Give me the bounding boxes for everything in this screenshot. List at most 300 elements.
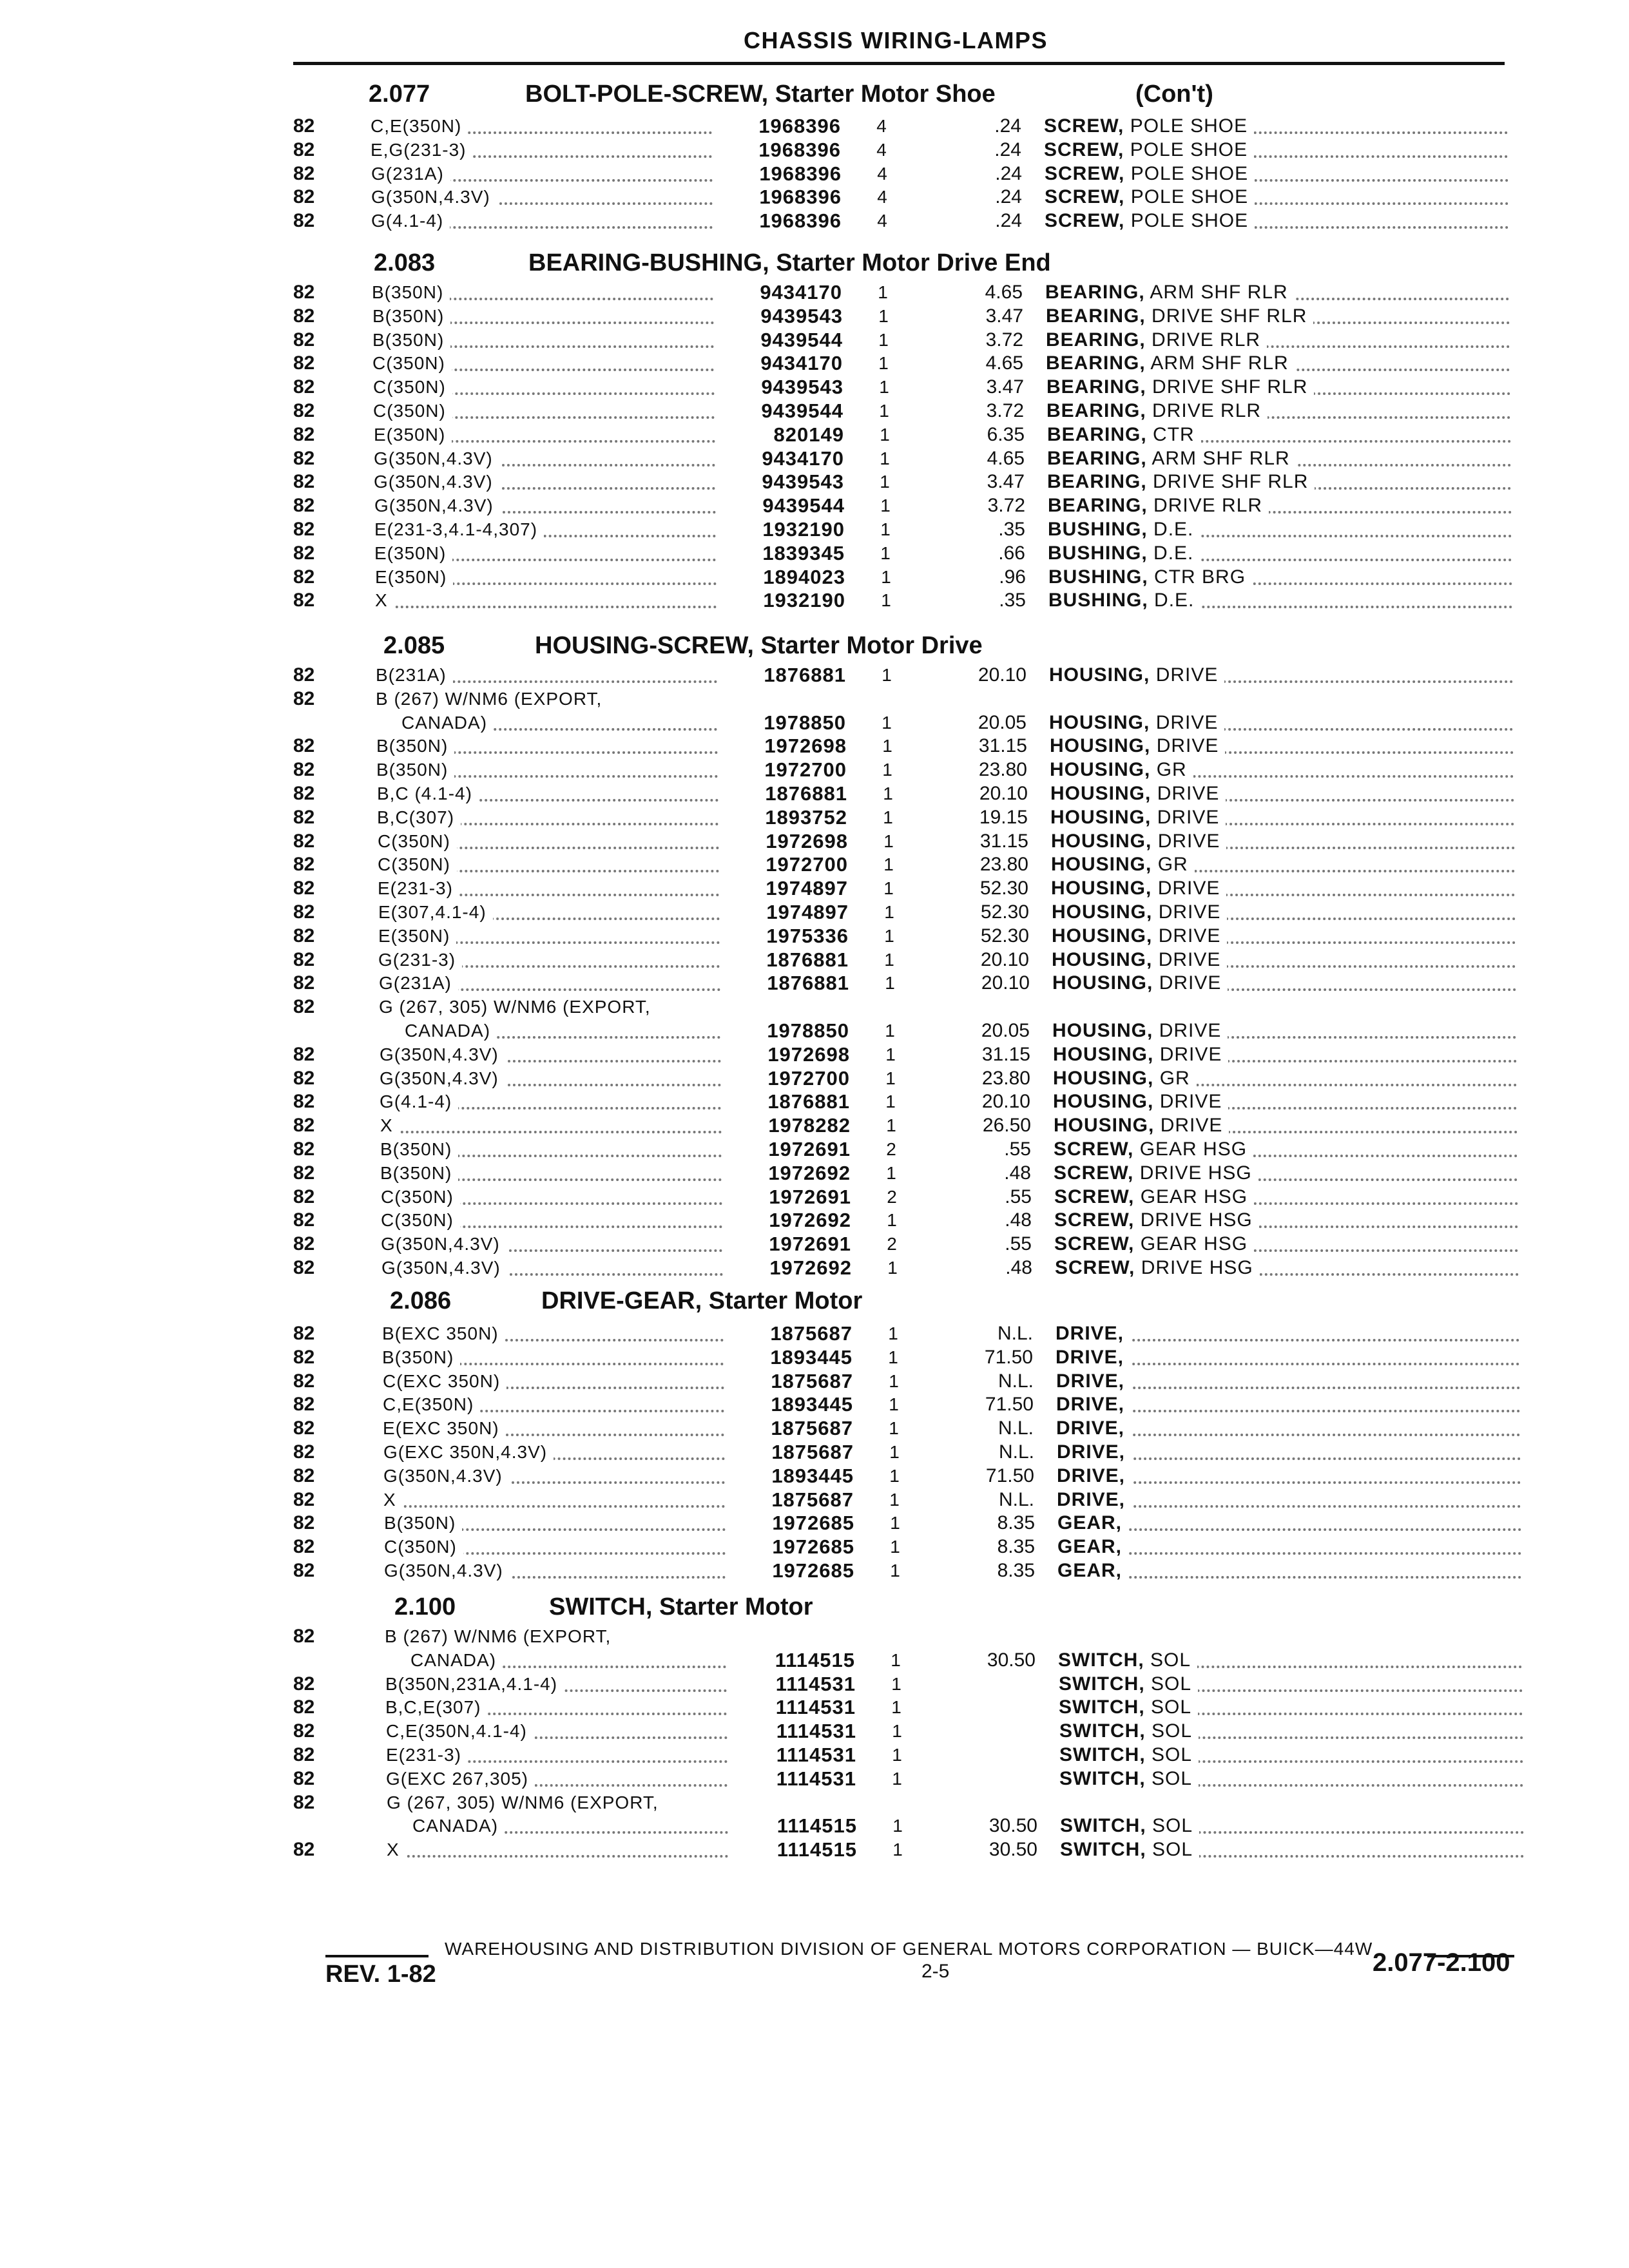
model-year: 82 xyxy=(293,1346,315,1368)
description-text xyxy=(1059,1768,1199,1789)
model-year: 82 xyxy=(293,1043,315,1065)
application xyxy=(372,327,714,353)
model-year: 82 xyxy=(293,423,315,445)
description-noun: SCREW, xyxy=(1044,139,1124,160)
part-number: 9439544 xyxy=(760,328,843,351)
application-text: C(350N) xyxy=(373,377,452,397)
description xyxy=(1056,1369,1520,1394)
model-year: 82 xyxy=(293,1441,315,1463)
description-cell xyxy=(1057,1558,1521,1584)
table-row xyxy=(0,374,1629,400)
application-cell xyxy=(378,899,720,925)
description-text xyxy=(1048,519,1200,540)
application: B (267) W/NM6 (EXPORT, xyxy=(385,1626,612,1646)
quantity: 1 xyxy=(891,1673,901,1694)
part-number: 1114531 xyxy=(775,1696,856,1719)
table-row xyxy=(0,805,1629,831)
quantity: 4 xyxy=(876,139,887,160)
application-text: G(350N,4.3V) xyxy=(371,187,497,207)
quantity: 1 xyxy=(889,1465,900,1486)
description-detail: D.E. xyxy=(1147,542,1194,564)
description-text xyxy=(1054,1209,1259,1231)
description-detail: D.E. xyxy=(1147,519,1194,540)
description-cell xyxy=(1058,1648,1522,1673)
price: 3.47 xyxy=(987,471,1025,493)
description-detail: GR xyxy=(1153,1067,1190,1089)
application xyxy=(384,1534,726,1560)
description-noun: SCREW, xyxy=(1045,186,1125,208)
description-detail: DRIVE HSG xyxy=(1135,1257,1253,1278)
application-text: C(350N) xyxy=(372,353,452,373)
quantity: 1 xyxy=(878,282,888,302)
section-number: 2.077 xyxy=(369,81,430,108)
description-cell xyxy=(1056,1369,1520,1394)
application-text: CANADA) xyxy=(412,1816,505,1836)
price: 30.50 xyxy=(988,1815,1037,1837)
description xyxy=(1053,1066,1517,1091)
quantity: 1 xyxy=(879,377,889,398)
description-cell xyxy=(1052,899,1516,925)
table-row xyxy=(0,469,1629,495)
application xyxy=(378,923,720,949)
application-text: C(350N) xyxy=(381,1210,460,1230)
part-number: 1875687 xyxy=(771,1488,854,1511)
application-cell xyxy=(374,541,716,566)
description-text xyxy=(1057,1560,1128,1581)
description-detail: POLE SHOE xyxy=(1124,186,1249,208)
description-cell xyxy=(1054,1137,1518,1162)
description-detail: SOL xyxy=(1144,1696,1192,1718)
table-row xyxy=(0,1184,1629,1210)
description-detail: POLE SHOE xyxy=(1124,162,1249,184)
part-number: 1968396 xyxy=(758,138,841,161)
table-row xyxy=(0,422,1629,448)
table-row xyxy=(0,1439,1629,1465)
description-text xyxy=(1045,186,1255,207)
application xyxy=(383,1463,725,1489)
model-year: 82 xyxy=(293,1465,315,1486)
description-detail: SOL xyxy=(1146,1839,1193,1861)
table-row xyxy=(0,1718,1629,1744)
description-text xyxy=(1053,1068,1197,1089)
price: .96 xyxy=(999,566,1026,588)
quantity: 1 xyxy=(885,1091,896,1112)
table-row xyxy=(0,899,1629,925)
model-year: 82 xyxy=(293,1791,315,1813)
quantity: 1 xyxy=(882,760,892,780)
quantity: 1 xyxy=(888,1347,898,1367)
price: 23.80 xyxy=(981,1067,1030,1089)
application-cell xyxy=(372,327,714,353)
application xyxy=(378,829,719,854)
application-cell xyxy=(385,1695,727,1720)
description-noun: BEARING, xyxy=(1046,305,1146,327)
description-detail: DRIVE xyxy=(1153,1091,1222,1113)
application-text: B(350N) xyxy=(372,282,450,302)
application-cell xyxy=(371,208,713,234)
application-text: CANADA) xyxy=(405,1021,497,1041)
application-cell xyxy=(410,1648,726,1673)
description-cell xyxy=(1048,564,1512,590)
description xyxy=(1047,422,1511,448)
description-text xyxy=(1045,163,1255,184)
table-row-continued xyxy=(0,686,1629,712)
application-cell xyxy=(377,781,718,807)
description xyxy=(1046,327,1510,353)
application-cell xyxy=(381,1207,722,1233)
description xyxy=(1047,446,1511,472)
application-text: G(231A) xyxy=(371,164,450,184)
description-cell xyxy=(1054,1113,1518,1139)
price: .35 xyxy=(998,519,1025,540)
description-cell xyxy=(1057,1534,1521,1560)
model-year: 82 xyxy=(293,783,315,804)
model-year: 82 xyxy=(293,162,315,184)
table-row xyxy=(0,1766,1629,1792)
model-year: 82 xyxy=(293,1767,315,1789)
description-noun: DRIVE, xyxy=(1057,1465,1126,1486)
quantity: 1 xyxy=(880,448,890,468)
application xyxy=(387,1837,728,1863)
table-row xyxy=(0,1160,1629,1186)
section-title: HOUSING-SCREW, Starter Motor Drive xyxy=(535,632,983,659)
quantity: 1 xyxy=(883,783,893,803)
description-cell xyxy=(1047,469,1511,495)
table-row xyxy=(0,710,1629,736)
description-text xyxy=(1055,1323,1130,1344)
application-text: G(4.1-4) xyxy=(380,1091,458,1111)
price: 71.50 xyxy=(985,1465,1034,1486)
application-text: C(350N) xyxy=(384,1537,463,1557)
model-year: 82 xyxy=(293,495,315,517)
description-cell xyxy=(1057,1510,1521,1536)
description-detail: SOL xyxy=(1144,1673,1192,1695)
application-cell xyxy=(383,1463,725,1489)
description xyxy=(1051,852,1515,878)
price: .66 xyxy=(998,542,1025,564)
part-number: 1114515 xyxy=(776,1838,857,1861)
application-cell xyxy=(375,564,717,590)
application-cell xyxy=(378,829,719,854)
description-cell xyxy=(1045,280,1509,305)
application-text: E(350N) xyxy=(374,425,452,445)
description-noun: BEARING, xyxy=(1046,352,1146,374)
part-number: 1972700 xyxy=(766,853,848,876)
description-cell xyxy=(1047,422,1511,448)
application-cell xyxy=(380,1066,721,1091)
part-number: 1839345 xyxy=(762,541,845,564)
description xyxy=(1056,1392,1520,1418)
description xyxy=(1057,1463,1521,1489)
model-year: 82 xyxy=(293,1744,315,1765)
application xyxy=(380,1137,722,1162)
description-detail: ARM SHF RLR xyxy=(1146,447,1290,469)
quantity: 1 xyxy=(887,1258,898,1278)
application-cell xyxy=(401,710,717,736)
quantity: 2 xyxy=(886,1139,896,1159)
quantity: 1 xyxy=(892,1745,902,1765)
description-cell xyxy=(1046,398,1510,424)
model-year: 82 xyxy=(293,1512,315,1534)
description-text xyxy=(1047,471,1315,492)
quantity: 1 xyxy=(885,1068,896,1088)
application-text: C,E(350N) xyxy=(383,1394,480,1414)
application xyxy=(378,947,720,973)
part-number: 1972691 xyxy=(769,1185,851,1208)
application-cell xyxy=(374,446,715,472)
application-cell xyxy=(376,733,718,759)
description-cell xyxy=(1055,1345,1519,1370)
model-year: 82 xyxy=(293,1115,315,1137)
description-cell xyxy=(1052,970,1516,996)
description-noun: SCREW, xyxy=(1054,1233,1135,1255)
description-cell xyxy=(1054,1207,1518,1233)
application-text: E(231-3,4.1-4,307) xyxy=(374,519,544,539)
description xyxy=(1055,1321,1519,1347)
price: 8.35 xyxy=(997,1536,1035,1558)
model-year: 82 xyxy=(293,1696,315,1718)
application-text: E(231-3) xyxy=(386,1745,468,1765)
application-text: G(350N,4.3V) xyxy=(381,1258,507,1278)
description-cell xyxy=(1060,1813,1524,1839)
table-row xyxy=(0,161,1629,187)
description-cell xyxy=(1050,781,1514,807)
application-text: B(231A) xyxy=(376,665,453,685)
description-noun: SWITCH, xyxy=(1059,1673,1145,1695)
description-detail: SOL xyxy=(1145,1720,1193,1742)
application xyxy=(382,1321,724,1347)
model-year: 82 xyxy=(293,376,315,398)
part-number: 1875687 xyxy=(771,1441,854,1463)
application xyxy=(375,564,717,590)
description xyxy=(1059,1671,1523,1697)
part-number: 1972698 xyxy=(764,735,847,758)
table-row xyxy=(0,1369,1629,1394)
model-year: 82 xyxy=(293,972,315,994)
description-detail: ARM SHF RLR xyxy=(1145,352,1289,374)
price: 20.05 xyxy=(981,1020,1030,1041)
quantity: 1 xyxy=(880,519,891,539)
application xyxy=(373,374,715,400)
application-text: B(350N) xyxy=(380,1163,458,1183)
model-year: 82 xyxy=(293,664,315,686)
application xyxy=(374,493,716,519)
model-year: 82 xyxy=(293,948,315,970)
table-row xyxy=(0,757,1629,783)
price: 30.50 xyxy=(988,1839,1037,1861)
application-text: E(350N) xyxy=(378,926,456,946)
description-noun: GEAR, xyxy=(1057,1512,1123,1534)
model-year: 82 xyxy=(293,139,315,160)
application-text: C(350N) xyxy=(378,831,457,851)
description xyxy=(1057,1558,1521,1584)
part-number: 1978850 xyxy=(767,1019,849,1042)
description-text xyxy=(1050,807,1226,828)
price: 20.10 xyxy=(978,664,1027,686)
description xyxy=(1044,113,1508,139)
table-row xyxy=(0,829,1629,854)
application-cell xyxy=(405,1018,720,1044)
table-row xyxy=(0,970,1629,996)
model-year: 82 xyxy=(293,1370,315,1392)
application-text: E(EXC 350N) xyxy=(383,1418,506,1438)
table-row xyxy=(0,1113,1629,1139)
description xyxy=(1053,1089,1517,1115)
model-year: 82 xyxy=(293,854,315,876)
part-number: 1972691 xyxy=(769,1233,851,1256)
price: .24 xyxy=(995,210,1022,232)
description-cell xyxy=(1053,1066,1517,1091)
part-number: 1972692 xyxy=(769,1256,852,1279)
model-year: 82 xyxy=(293,1257,315,1278)
part-number: 1972700 xyxy=(764,758,847,782)
part-number: 1114515 xyxy=(775,1648,855,1671)
price: 31.15 xyxy=(978,735,1027,757)
description-detail: D.E. xyxy=(1148,590,1195,611)
application-text: X xyxy=(375,590,394,610)
description-text xyxy=(1056,1370,1131,1392)
part-number: 9434170 xyxy=(760,352,843,375)
description-cell xyxy=(1059,1742,1523,1768)
part-number: 1972685 xyxy=(772,1559,854,1582)
part-number: 1114531 xyxy=(776,1767,856,1790)
application-cell xyxy=(377,805,718,831)
application-cell xyxy=(371,161,713,187)
part-number: 9434170 xyxy=(762,447,844,470)
application xyxy=(380,1160,722,1186)
description-cell xyxy=(1051,829,1515,854)
quantity: 1 xyxy=(889,1442,900,1462)
model-year: 82 xyxy=(293,806,315,828)
table-row xyxy=(0,1392,1629,1418)
description-text xyxy=(1046,400,1268,421)
application-cell xyxy=(383,1392,724,1418)
part-number: 1114515 xyxy=(776,1814,857,1838)
description-noun: HOUSING, xyxy=(1053,1067,1154,1089)
model-year: 82 xyxy=(293,542,315,564)
description-detail: SOL xyxy=(1144,1649,1191,1671)
description-noun: DRIVE, xyxy=(1057,1441,1126,1463)
table-row xyxy=(0,1137,1629,1162)
price: .24 xyxy=(995,186,1022,208)
application-text: B(EXC 350N) xyxy=(382,1323,505,1343)
table-row xyxy=(0,137,1629,163)
model-year: 82 xyxy=(293,1091,315,1113)
application-cell xyxy=(376,662,717,688)
table-row xyxy=(0,1066,1629,1091)
description-detail: DRIVE xyxy=(1153,1043,1222,1065)
price: 20.10 xyxy=(981,1091,1030,1113)
description-noun: HOUSING, xyxy=(1051,830,1152,852)
description-noun: BEARING, xyxy=(1046,376,1146,398)
application-text: G(350N,4.3V) xyxy=(384,1561,510,1581)
description-text xyxy=(1060,1815,1199,1836)
model-year: 82 xyxy=(293,186,315,208)
description-cell xyxy=(1051,852,1515,878)
application-cell xyxy=(378,876,719,901)
description xyxy=(1057,1510,1521,1536)
price: .24 xyxy=(994,115,1021,137)
section-title: SWITCH, Starter Motor xyxy=(549,1593,813,1620)
description-noun: HOUSING, xyxy=(1051,878,1152,899)
application xyxy=(379,970,720,996)
table-row xyxy=(0,1742,1629,1768)
price: 52.30 xyxy=(979,878,1028,899)
description xyxy=(1052,923,1516,949)
description-detail: DRIVE xyxy=(1153,972,1222,994)
description xyxy=(1057,1534,1521,1560)
part-number: 1876881 xyxy=(765,782,847,805)
table-row xyxy=(0,852,1629,878)
model-year: 82 xyxy=(293,352,315,374)
description-text xyxy=(1052,1020,1228,1041)
part-number: 1972685 xyxy=(772,1512,854,1535)
description xyxy=(1052,947,1516,973)
application xyxy=(381,1184,722,1210)
description xyxy=(1046,398,1510,424)
part-number: 1875687 xyxy=(770,1322,853,1345)
model-year: 82 xyxy=(293,305,315,327)
application xyxy=(385,1671,727,1697)
part-number: 1114531 xyxy=(776,1744,856,1766)
description xyxy=(1058,1648,1522,1673)
application-text: CANADA) xyxy=(410,1650,503,1670)
dot-leader xyxy=(387,1855,728,1858)
description-noun: DRIVE, xyxy=(1057,1488,1126,1510)
application-text: E(350N) xyxy=(375,567,453,587)
application-cell xyxy=(381,1255,723,1281)
header-rule xyxy=(293,62,1505,65)
description-text xyxy=(1047,448,1296,469)
description-noun: SWITCH, xyxy=(1060,1815,1146,1837)
description-cell xyxy=(1045,184,1509,210)
quantity: 1 xyxy=(886,1115,896,1136)
description-cell xyxy=(1048,517,1512,543)
description-text xyxy=(1048,566,1252,588)
quantity: 1 xyxy=(889,1418,899,1439)
description-text xyxy=(1051,878,1226,899)
description xyxy=(1046,351,1510,376)
application xyxy=(371,208,713,234)
part-number: 1972700 xyxy=(767,1066,850,1090)
application-text: X xyxy=(387,1840,406,1860)
description xyxy=(1048,541,1512,566)
description xyxy=(1057,1439,1521,1465)
model-year: 82 xyxy=(293,115,315,137)
application-cell xyxy=(373,374,715,400)
price: .48 xyxy=(1005,1257,1032,1278)
description-text xyxy=(1059,1673,1198,1695)
description-noun: SCREW, xyxy=(1054,1139,1134,1160)
application-cell xyxy=(382,1321,724,1347)
description-cell xyxy=(1056,1416,1520,1441)
application xyxy=(377,781,718,807)
quantity: 1 xyxy=(890,1513,900,1533)
application xyxy=(373,398,715,424)
table-row xyxy=(0,1837,1629,1863)
description-cell xyxy=(1047,446,1511,472)
description-detail: DRIVE xyxy=(1152,901,1221,923)
description-noun: HOUSING, xyxy=(1050,759,1151,781)
description-detail: DRIVE SHF RLR xyxy=(1146,471,1309,493)
application-cell xyxy=(382,1345,724,1370)
table-row xyxy=(0,588,1629,613)
description-text xyxy=(1053,1091,1228,1112)
application-text: B(350N) xyxy=(384,1513,462,1533)
part-number: 1978282 xyxy=(768,1114,851,1137)
quantity: 1 xyxy=(878,353,889,374)
application-text: B(350N) xyxy=(376,760,454,780)
